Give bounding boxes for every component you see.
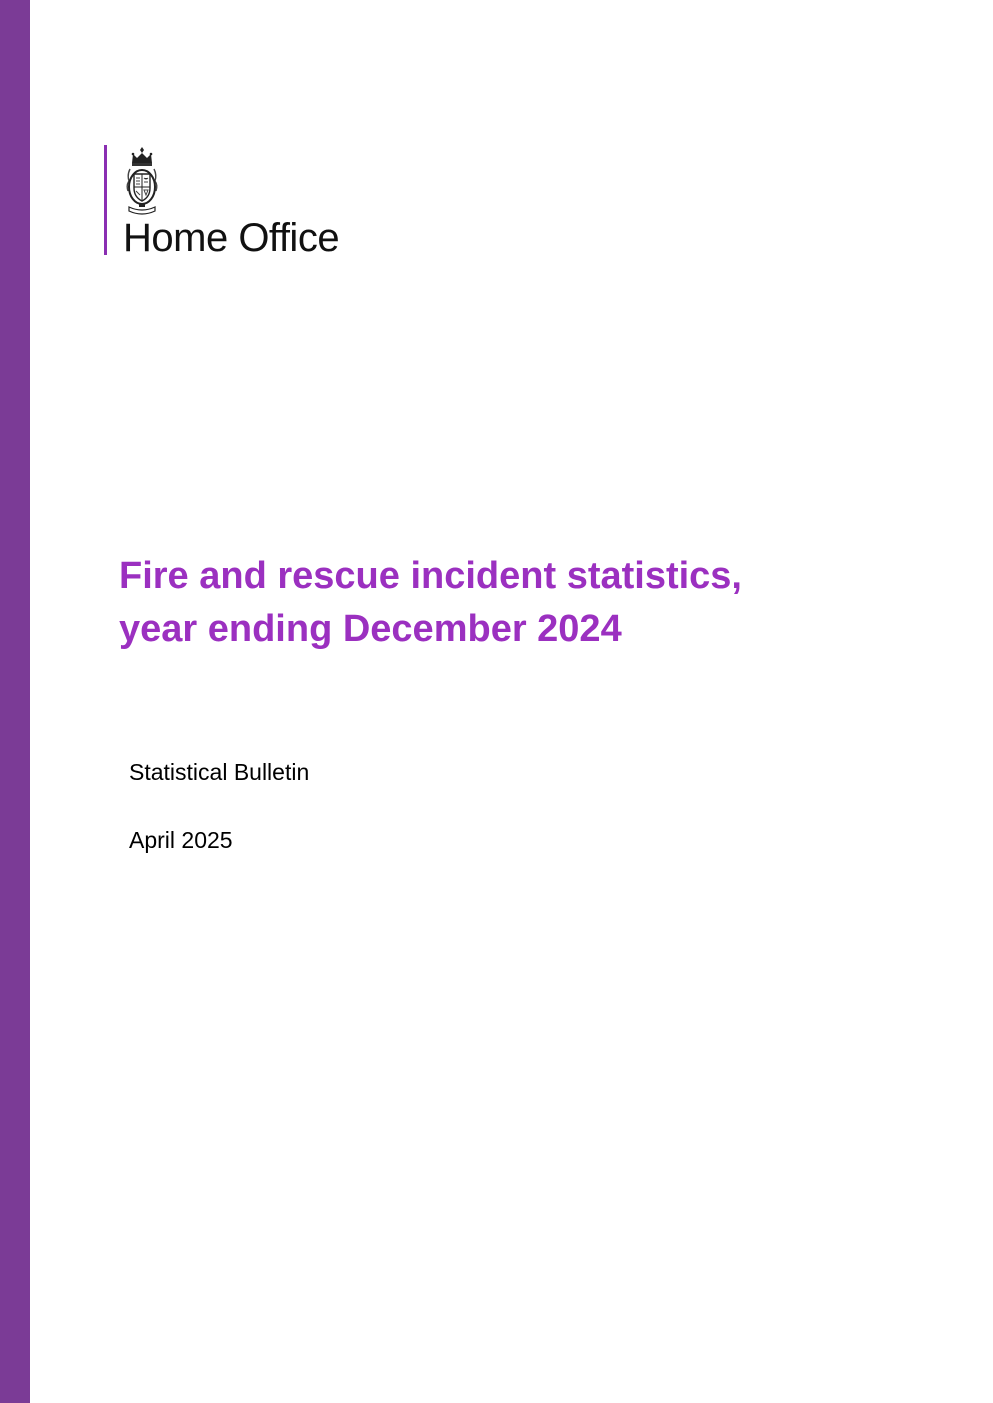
side-accent-bar [0,0,30,1403]
royal-coat-of-arms-icon [123,145,161,217]
logo-divider [104,145,107,255]
publication-date: April 2025 [129,827,233,853]
document-title [119,550,939,656]
document-type: Statistical Bulletin [129,759,310,785]
document-title-line-2: year ending December 2024 [119,608,622,650]
home-office-logo [104,145,374,260]
document-title-line-1: Fire and rescue incident statistics, [119,555,742,597]
organisation-name: Home Office [123,216,340,260]
